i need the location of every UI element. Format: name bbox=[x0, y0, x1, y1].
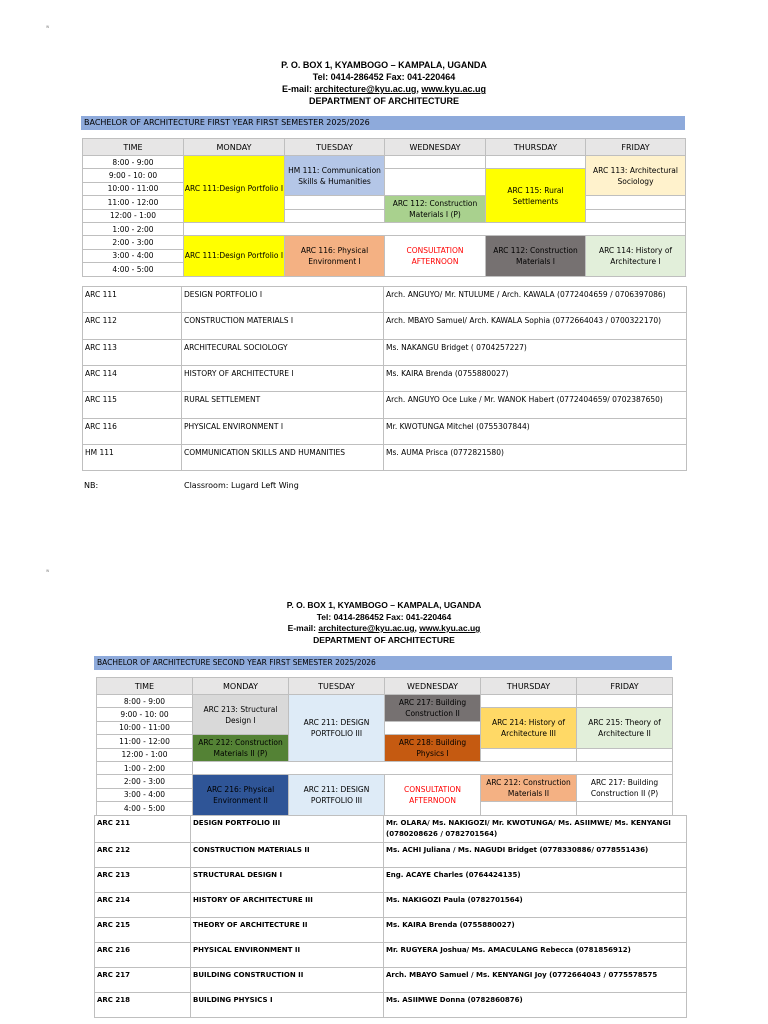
col-tuesday: TUESDAY bbox=[289, 678, 385, 695]
course-title: DESIGN PORTFOLIO I bbox=[182, 287, 384, 313]
course-lecturer: Mr. OLARA/ Ms. NAKIGOZI/ Mr. KWOTUNGA/ Ms. ASIIMWE/ Ms. KENYANGI (0780208626 / 0782701564) bbox=[384, 816, 687, 843]
page2-banner: BACHELOR OF ARCHITECTURE SECOND YEAR FIRST SEMESTER 2025/2026 bbox=[94, 656, 672, 670]
class-cell: ARC 217: Building Construction II bbox=[385, 695, 481, 722]
time-slot: 12:00 - 1:00 bbox=[83, 209, 184, 222]
col-time: TIME bbox=[97, 678, 193, 695]
col-thursday: THURSDAY bbox=[481, 678, 577, 695]
course-title: THEORY OF ARCHITECTURE II bbox=[191, 918, 384, 943]
list-item bbox=[95, 816, 687, 843]
email-prefix: E-mail: bbox=[287, 623, 319, 633]
list-item bbox=[95, 918, 687, 943]
course-code: ARC 113 bbox=[83, 340, 182, 366]
course-lecturer: Arch. ANGUYO Oce Luke / Mr. WANOK Habert (0772404659/ 0702387650) bbox=[384, 392, 687, 419]
timetable-header-row bbox=[83, 139, 686, 156]
empty-cell bbox=[285, 196, 385, 209]
list-item bbox=[95, 843, 687, 868]
col-friday: FRIDAY bbox=[577, 678, 673, 695]
empty-cell bbox=[486, 156, 586, 169]
department-line: DEPARTMENT OF ARCHITECTURE bbox=[309, 96, 459, 106]
list-item bbox=[83, 445, 687, 471]
class-cell: ARC 213: Structural Design I bbox=[193, 695, 289, 735]
course-code: ARC 214 bbox=[95, 893, 191, 918]
class-cell: ARC 211: DESIGN PORTFOLIO III bbox=[289, 775, 385, 815]
col-monday: MONDAY bbox=[184, 139, 285, 156]
time-slot: 2:00 - 3:00 bbox=[83, 236, 184, 249]
time-slot: 11:00 - 12:00 bbox=[83, 196, 184, 209]
time-slot: 9:00 - 10: 00 bbox=[97, 708, 193, 721]
course-title: HISTORY OF ARCHITECTURE III bbox=[191, 893, 384, 918]
list-item bbox=[95, 993, 687, 1018]
col-thursday: THURSDAY bbox=[486, 139, 586, 156]
phone-line: Tel: 0414-286452 Fax: 041-220464 bbox=[316, 611, 452, 622]
consultation-cell: CONSULTATION AFTERNOON bbox=[385, 236, 486, 276]
page2-timetable bbox=[96, 677, 673, 816]
course-title: ARCHITECURAL SOCIOLOGY bbox=[182, 340, 384, 366]
col-time: TIME bbox=[83, 139, 184, 156]
col-friday: FRIDAY bbox=[586, 139, 686, 156]
empty-cell bbox=[586, 209, 686, 222]
time-slot: 2:00 - 3:00 bbox=[97, 775, 193, 788]
course-title: HISTORY OF ARCHITECTURE I bbox=[182, 366, 384, 392]
course-title: DESIGN PORTFOLIO III bbox=[191, 816, 384, 843]
page1-timetable bbox=[82, 138, 686, 277]
course-lecturer: Ms. KAIRA Brenda (0755880027) bbox=[384, 918, 687, 943]
separator: , bbox=[416, 84, 422, 94]
page1-course-list bbox=[82, 286, 687, 471]
class-cell: ARC 212: Construction Materials II bbox=[481, 775, 577, 802]
empty-cell bbox=[481, 695, 577, 708]
course-lecturer: Eng. ACAYE Charles (0764424135) bbox=[384, 868, 687, 893]
class-cell: ARC 215: Theory of Architecture II bbox=[577, 708, 673, 748]
time-slot: 10:00 - 11:00 bbox=[83, 182, 184, 195]
col-monday: MONDAY bbox=[193, 678, 289, 695]
course-title: BUILDING CONSTRUCTION II bbox=[191, 968, 384, 993]
empty-cell bbox=[285, 209, 385, 222]
course-lecturer: Ms. KAIRA Brenda (0755880027) bbox=[384, 366, 687, 392]
course-title: COMMUNICATION SKILLS AND HUMANITIES bbox=[182, 445, 384, 471]
list-item bbox=[95, 943, 687, 968]
course-code: ARC 114 bbox=[83, 366, 182, 392]
empty-cell bbox=[385, 721, 481, 734]
course-code: ARC 115 bbox=[83, 392, 182, 419]
phone-line: Tel: 0414-286452 Fax: 041-220464 bbox=[312, 72, 456, 82]
class-cell: ARC 114: History of Architecture I bbox=[586, 236, 686, 276]
empty-cell bbox=[385, 156, 486, 169]
class-cell: ARC 212: Construction Materials II (P) bbox=[193, 735, 289, 762]
course-lecturer: Ms. ASIIMWE Donna (0782860876) bbox=[384, 993, 687, 1018]
page-mark: w bbox=[46, 24, 50, 29]
class-cell: ARC 112: Construction Materials I bbox=[486, 236, 586, 276]
page1-banner: BACHELOR OF ARCHITECTURE FIRST YEAR FIRST SEMESTER 2025/2026 bbox=[81, 116, 685, 130]
course-lecturer: Mr. RUGYERA Joshua/ Ms. AMACULANG Rebecca (0781856912) bbox=[384, 943, 687, 968]
course-title: PHYSICAL ENVIRONMENT I bbox=[182, 419, 384, 445]
course-code: ARC 217 bbox=[95, 968, 191, 993]
web-link[interactable]: www.kyu.ac.ug bbox=[421, 84, 487, 94]
page1-header bbox=[0, 59, 768, 107]
list-item bbox=[95, 893, 687, 918]
list-item bbox=[83, 287, 687, 313]
course-lecturer: Arch. MBAYO Samuel/ Arch. KAWALA Sophia (0772664043 / 0700322170) bbox=[384, 313, 687, 340]
class-cell: ARC 111:Design Portfolio I bbox=[184, 236, 285, 276]
class-cell: ARC 112: Construction Materials I (P) bbox=[385, 196, 486, 223]
lunch-break bbox=[193, 761, 673, 774]
col-tuesday: TUESDAY bbox=[285, 139, 385, 156]
time-slot: 10:00 - 11:00 bbox=[97, 721, 193, 734]
time-slot: 1:00 - 2:00 bbox=[83, 222, 184, 235]
time-slot: 8:00 - 9:00 bbox=[97, 695, 193, 708]
course-lecturer: Arch. ANGUYO/ Mr. NTULUME / Arch. KAWALA (0772404659 / 0706397086) bbox=[384, 287, 687, 313]
empty-cell bbox=[577, 695, 673, 708]
course-code: ARC 116 bbox=[83, 419, 182, 445]
time-slot: 12:00 - 1:00 bbox=[97, 748, 193, 761]
course-title: BUILDING PHYSICS I bbox=[191, 993, 384, 1018]
class-cell: ARC 214: History of Architecture III bbox=[481, 708, 577, 748]
list-item bbox=[83, 340, 687, 366]
consultation-cell: CONSULTATION AFTERNOON bbox=[385, 775, 481, 815]
page2-header bbox=[0, 600, 768, 646]
class-cell: ARC 211: DESIGN PORTFOLIO III bbox=[289, 695, 385, 762]
email-line bbox=[0, 83, 768, 95]
separator: , bbox=[414, 623, 420, 633]
address-line: P. O. BOX 1, KYAMBOGO – KAMPALA, UGANDA bbox=[286, 600, 482, 610]
page2-course-list bbox=[94, 815, 687, 1018]
list-item bbox=[95, 868, 687, 893]
lunch-break bbox=[184, 222, 686, 235]
email-line bbox=[0, 623, 768, 635]
class-cell: HM 111: Communication Skills & Humanities bbox=[285, 156, 385, 196]
time-slot: 4:00 - 5:00 bbox=[83, 263, 184, 276]
class-cell: ARC 115: Rural Settlements bbox=[486, 169, 586, 223]
list-item bbox=[95, 968, 687, 993]
class-cell: ARC 111:Design Portfolio I bbox=[184, 156, 285, 223]
empty-cell bbox=[586, 196, 686, 209]
department-line: DEPARTMENT OF ARCHITECTURE bbox=[313, 634, 455, 645]
empty-cell bbox=[577, 802, 673, 815]
time-slot: 11:00 - 12:00 bbox=[97, 735, 193, 748]
empty-cell bbox=[385, 169, 486, 196]
course-code: ARC 216 bbox=[95, 943, 191, 968]
course-lecturer: Ms. ACHI Juliana / Ms. NAGUDI Bridget (0778330886/ 0778551436) bbox=[384, 843, 687, 868]
course-lecturer: Mr. KWOTUNGA Mitchel (0755307844) bbox=[384, 419, 687, 445]
col-wednesday: WEDNESDAY bbox=[385, 678, 481, 695]
list-item bbox=[83, 419, 687, 445]
list-item bbox=[83, 392, 687, 419]
course-lecturer: Ms. NAKANGU Bridget ( 0704257227) bbox=[384, 340, 687, 366]
course-code: ARC 218 bbox=[95, 993, 191, 1018]
course-code: ARC 215 bbox=[95, 918, 191, 943]
web-link[interactable]: www.kyu.ac.ug bbox=[419, 623, 481, 633]
class-cell: ARC 217: Building Construction II (P) bbox=[577, 775, 673, 802]
empty-cell bbox=[577, 748, 673, 761]
email-link[interactable]: architecture@kyu.ac.ug bbox=[318, 623, 415, 633]
nb-label: NB: bbox=[84, 481, 99, 490]
course-code: HM 111 bbox=[83, 445, 182, 471]
list-item bbox=[83, 313, 687, 340]
course-code: ARC 211 bbox=[95, 816, 191, 843]
time-slot: 9:00 - 10: 00 bbox=[83, 169, 184, 182]
timetable-header-row bbox=[97, 678, 673, 695]
classroom-note: Classroom: Lugard Left Wing bbox=[184, 481, 299, 490]
course-lecturer: Ms. NAKIGOZI Paula (0782701564) bbox=[384, 893, 687, 918]
empty-cell bbox=[481, 748, 577, 761]
email-link[interactable]: architecture@kyu.ac.ug bbox=[314, 84, 417, 94]
course-lecturer: Arch. MBAYO Samuel / Ms. KENYANGI Joy (0772664043 / 0775578575 bbox=[384, 968, 687, 993]
course-code: ARC 213 bbox=[95, 868, 191, 893]
empty-cell bbox=[481, 802, 577, 815]
course-code: ARC 112 bbox=[83, 313, 182, 340]
time-slot: 3:00 - 4:00 bbox=[97, 788, 193, 801]
time-slot: 8:00 - 9:00 bbox=[83, 156, 184, 169]
email-prefix: E-mail: bbox=[281, 84, 315, 94]
course-title: STRUCTURAL DESIGN I bbox=[191, 868, 384, 893]
course-title: CONSTRUCTION MATERIALS II bbox=[191, 843, 384, 868]
col-wednesday: WEDNESDAY bbox=[385, 139, 486, 156]
course-lecturer: Ms. AUMA Prisca (0772821580) bbox=[384, 445, 687, 471]
class-cell: ARC 218: Building Physics I bbox=[385, 735, 481, 762]
time-slot: 1:00 - 2:00 bbox=[97, 761, 193, 774]
course-title: RURAL SETTLEMENT bbox=[182, 392, 384, 419]
course-code: ARC 212 bbox=[95, 843, 191, 868]
course-code: ARC 111 bbox=[83, 287, 182, 313]
course-title: CONSTRUCTION MATERIALS I bbox=[182, 313, 384, 340]
address-line: P. O. BOX 1, KYAMBOGO – KAMPALA, UGANDA bbox=[281, 60, 487, 70]
class-cell: ARC 216: Physical Environment II bbox=[193, 775, 289, 815]
page-mark: w bbox=[46, 568, 50, 573]
time-slot: 3:00 - 4:00 bbox=[83, 249, 184, 262]
class-cell: ARC 113: Architectural Sociology bbox=[586, 156, 686, 196]
class-cell: ARC 116: Physical Environment I bbox=[285, 236, 385, 276]
course-title: PHYSICAL ENVIRONMENT II bbox=[191, 943, 384, 968]
time-slot: 4:00 - 5:00 bbox=[97, 802, 193, 815]
list-item bbox=[83, 366, 687, 392]
